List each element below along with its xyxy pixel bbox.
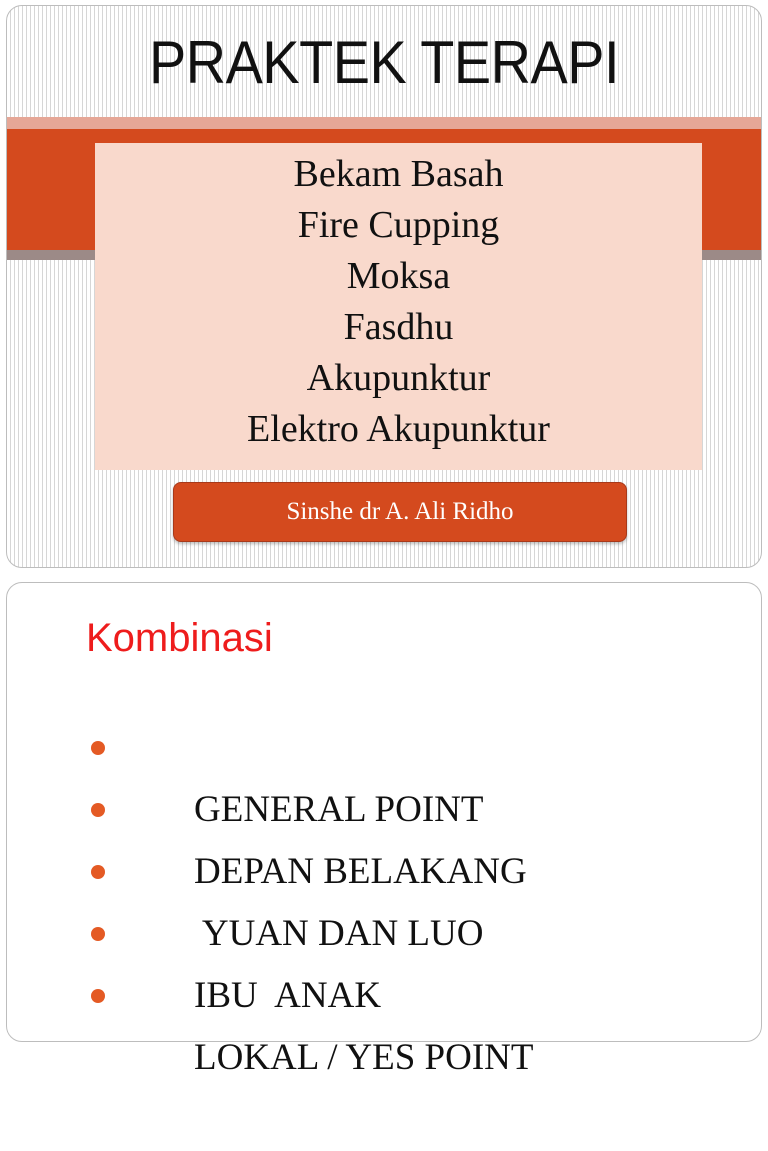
slide-heading: Kombinasi	[86, 616, 273, 660]
bullet-dot-icon	[91, 803, 105, 817]
therapy-item: Akupunktur	[306, 357, 491, 399]
bullet-text: GENERAL POINT	[194, 789, 484, 830]
bullet-text: YUAN DAN LUO	[194, 913, 484, 954]
accent-band-light	[7, 117, 761, 129]
slide-title: PRAKTEK TERAPI	[149, 29, 619, 96]
bullet-item	[91, 965, 534, 1078]
bullet-dot-icon	[91, 927, 105, 941]
content-slide	[6, 582, 762, 1078]
bullet-list	[91, 717, 534, 1078]
bullet-dot-icon	[91, 741, 105, 755]
author-banner: Sinshe dr A. Ali Ridho	[173, 482, 627, 542]
bullet-dot-icon	[91, 865, 105, 879]
title-slide	[6, 5, 762, 568]
bullet-item	[91, 841, 534, 954]
bullet-text: DEPAN BELAKANG	[194, 851, 527, 892]
bullet-dot-icon	[91, 989, 105, 1003]
bullet-item	[91, 779, 534, 892]
bullet-text: LOKAL / YES POINT	[194, 1037, 534, 1078]
bullet-item	[91, 717, 534, 830]
therapy-item: Elektro Akupunktur	[247, 408, 550, 450]
therapy-item: Fire Cupping	[297, 204, 500, 246]
therapy-item: Fasdhu	[343, 306, 454, 348]
bullet-item	[91, 903, 534, 1016]
therapy-item: Moksa	[346, 255, 451, 297]
therapy-list-box	[95, 143, 702, 470]
bullet-text: IBU ANAK	[194, 975, 382, 1016]
therapy-item: Bekam Basah	[293, 153, 504, 195]
